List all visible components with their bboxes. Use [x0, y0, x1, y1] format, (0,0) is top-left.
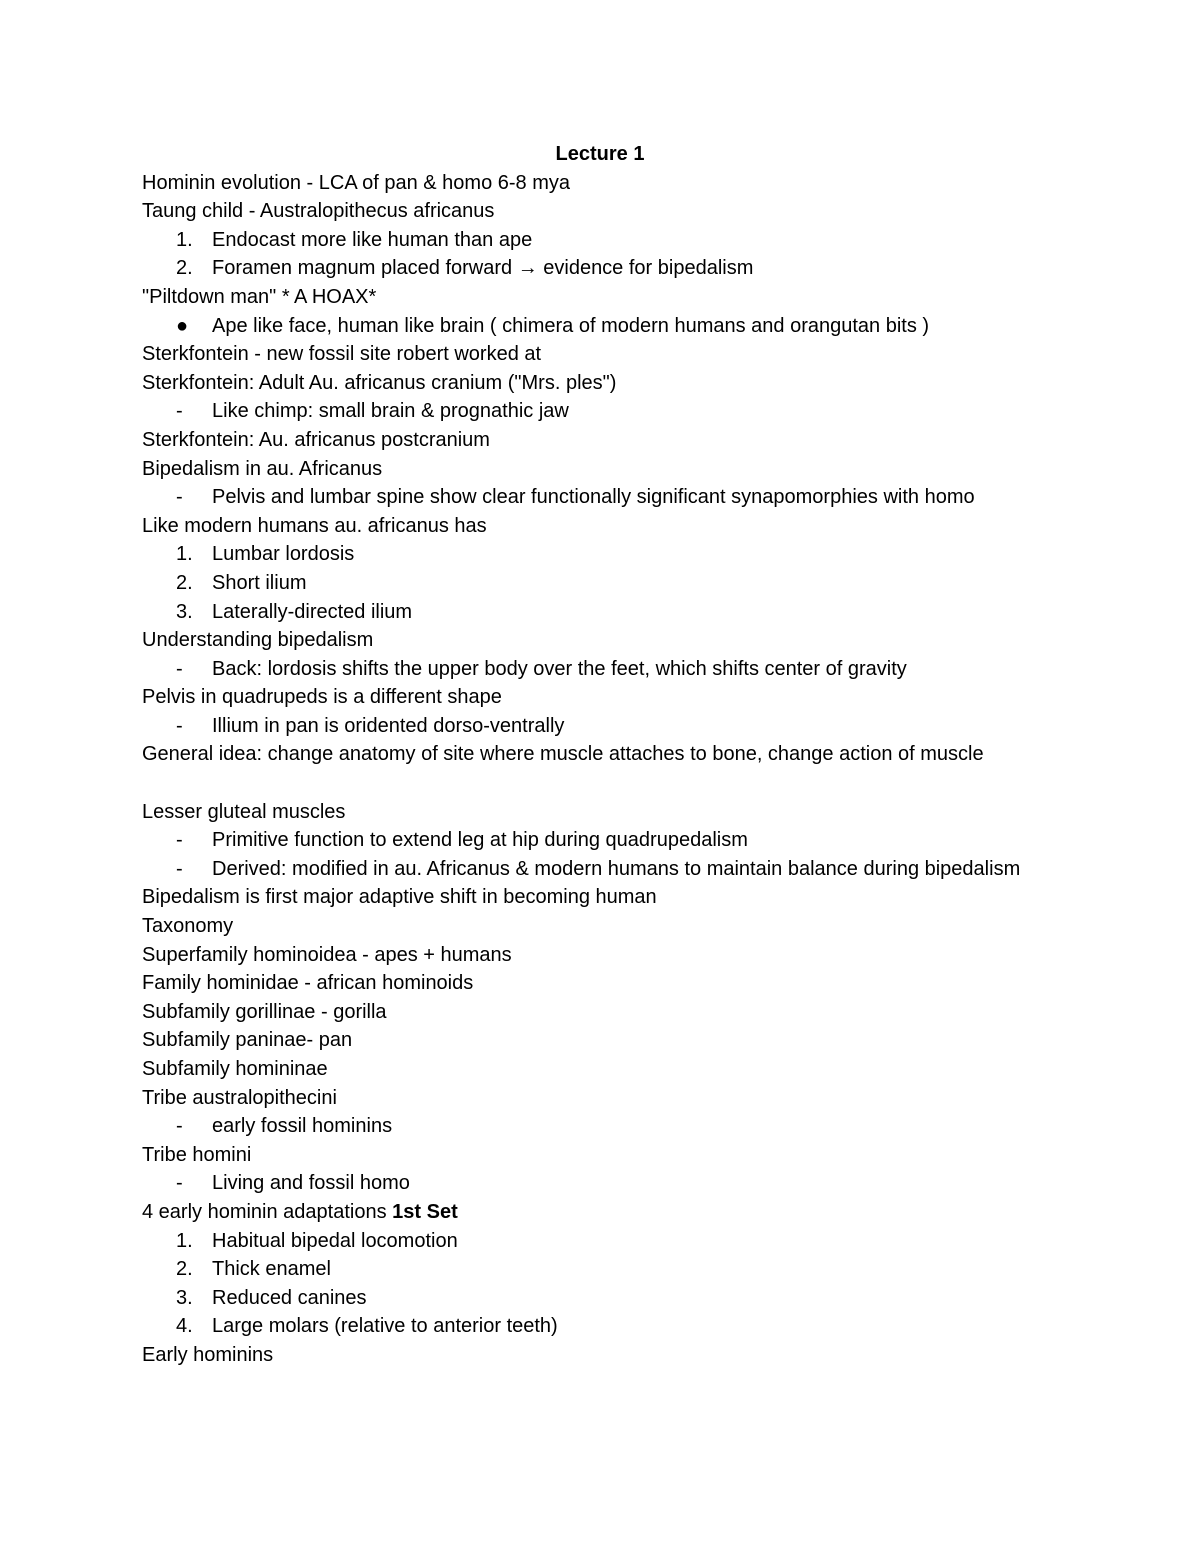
list-item-text: Primitive function to extend leg at hip during quadrupedalism	[212, 829, 748, 852]
list-item-text: Living and fossil homo	[212, 1172, 410, 1195]
list-item-text: Lumbar lordosis	[212, 543, 355, 566]
list-item	[142, 312, 1102, 341]
list-item-text: Pelvis and lumbar spine show clear functionally significant synapomorphies with homo	[212, 486, 975, 509]
line-text: Early hominins	[142, 1343, 274, 1366]
list-item	[142, 1227, 1102, 1256]
list-marker: -	[176, 657, 183, 680]
blank-line	[142, 769, 1102, 798]
list-marker: -	[176, 486, 183, 509]
line-text: 4 early hominin adaptations	[142, 1200, 393, 1223]
text-line	[142, 912, 1102, 941]
text-line	[142, 998, 1102, 1027]
list-item	[142, 1169, 1102, 1198]
line-text: Hominin evolution - LCA of pan & homo 6-8 mya	[142, 171, 570, 194]
bold-label: 1st Set	[392, 1200, 458, 1223]
line-text: Family hominidae - african hominoids	[142, 972, 474, 995]
text-line	[142, 883, 1102, 912]
line-text: Superfamily hominoidea - apes + humans	[142, 943, 512, 966]
document-lines	[142, 169, 1102, 1370]
line-text: Like modern humans au. africanus has	[142, 514, 487, 537]
list-marker: 4.	[176, 1315, 193, 1338]
text-line	[142, 455, 1102, 484]
list-item-text: Ape like face, human like brain ( chimera of modern humans and orangutan bits )	[212, 314, 930, 337]
list-item	[142, 1112, 1102, 1141]
text-line	[142, 169, 1102, 198]
list-item-text: Illium in pan is oridented dorso-ventrally	[212, 714, 565, 737]
list-item-text: Derived: modified in au. Africanus & modern humans to maintain balance during bipedalism	[212, 857, 1021, 880]
list-item	[142, 855, 1102, 884]
line-text: "Piltdown man" * A HOAX*	[142, 285, 377, 308]
list-marker: -	[176, 857, 183, 880]
line-text: General idea: change anatomy of site where muscle attaches to bone, change action of muscle	[142, 743, 984, 766]
list-item	[142, 483, 1102, 512]
list-item-text: early fossil hominins	[212, 1115, 393, 1138]
line-text: Taxonomy	[142, 915, 234, 938]
text-line	[142, 340, 1102, 369]
list-item	[142, 226, 1102, 255]
list-item-text: Endocast more like human than ape	[212, 228, 533, 251]
list-item-text: Thick enamel	[212, 1258, 331, 1281]
list-marker: 1.	[176, 543, 193, 566]
text-line	[142, 969, 1102, 998]
list-item	[142, 655, 1102, 684]
text-line	[142, 1141, 1102, 1170]
line-text: Lesser gluteal muscles	[142, 800, 346, 823]
list-marker: 1.	[176, 228, 193, 251]
list-marker: 1.	[176, 1229, 193, 1252]
list-item	[142, 254, 1102, 283]
text-line	[142, 1198, 1102, 1227]
list-marker: 2.	[176, 571, 193, 594]
list-item-text: Like chimp: small brain & prognathic jaw	[212, 400, 569, 423]
line-text: Taung child - Australopithecus africanus	[142, 200, 495, 223]
list-item-text: Habitual bipedal locomotion	[212, 1229, 458, 1252]
text-line	[142, 197, 1102, 226]
line-text: Sterkfontein: Adult Au. africanus cranium ("Mrs. ples")	[142, 371, 617, 394]
text-line	[142, 1026, 1102, 1055]
line-text: Understanding bipedalism	[142, 629, 374, 652]
list-item-text: Back: lordosis shifts the upper body over the feet, which shifts center of gravity	[212, 657, 907, 680]
list-item	[142, 1255, 1102, 1284]
text-line	[142, 426, 1102, 455]
text-line	[142, 941, 1102, 970]
list-item	[142, 1312, 1102, 1341]
line-text: Tribe homini	[142, 1143, 252, 1166]
line-text: Tribe australopithecini	[142, 1086, 337, 1109]
document-body	[142, 140, 1102, 1370]
list-item-text: Laterally-directed ilium	[212, 600, 413, 623]
text-line	[142, 1055, 1102, 1084]
list-marker: -	[176, 1172, 183, 1195]
list-item	[142, 598, 1102, 627]
list-marker: -	[176, 714, 183, 737]
page-title: Lecture 1	[555, 143, 645, 165]
list-item	[142, 569, 1102, 598]
list-marker: 2.	[176, 257, 193, 280]
list-item-text: Short ilium	[212, 571, 307, 594]
line-text: Subfamily homininae	[142, 1058, 328, 1080]
line-text: Bipedalism in au. Africanus	[142, 457, 383, 480]
list-item	[142, 712, 1102, 741]
text-line	[142, 512, 1102, 541]
line-text: Pelvis in quadrupeds is a different shape	[142, 686, 502, 709]
list-item-text: Foramen magnum placed forward → evidence for bipedalism	[212, 257, 754, 280]
list-marker: -	[176, 400, 183, 423]
list-item-text: Reduced canines	[212, 1286, 367, 1309]
list-marker: 3.	[176, 600, 193, 623]
list-item	[142, 540, 1102, 569]
line-text: Sterkfontein: Au. africanus postcranium	[142, 428, 490, 451]
line-text: Sterkfontein - new fossil site robert worked at	[142, 343, 542, 366]
text-line	[142, 369, 1102, 398]
list-marker: 2.	[176, 1258, 193, 1281]
list-marker: -	[176, 829, 183, 852]
line-text: Subfamily paninae- pan	[142, 1029, 353, 1052]
text-line	[142, 1341, 1102, 1370]
text-line	[142, 798, 1102, 827]
list-marker: 3.	[176, 1286, 193, 1309]
text-line	[142, 626, 1102, 655]
list-marker: -	[176, 1115, 183, 1138]
list-item	[142, 1284, 1102, 1313]
list-item	[142, 826, 1102, 855]
list-item-text: Large molars (relative to anterior teeth)	[212, 1315, 558, 1338]
list-item	[142, 397, 1102, 426]
text-line	[142, 1084, 1102, 1113]
line-text: Subfamily gorillinae - gorilla	[142, 1000, 387, 1023]
bullet-icon: ●	[176, 314, 189, 337]
line-text: Bipedalism is first major adaptive shift in becoming human	[142, 886, 657, 909]
text-line	[142, 740, 1102, 769]
text-line	[142, 683, 1102, 712]
text-line	[142, 283, 1102, 312]
